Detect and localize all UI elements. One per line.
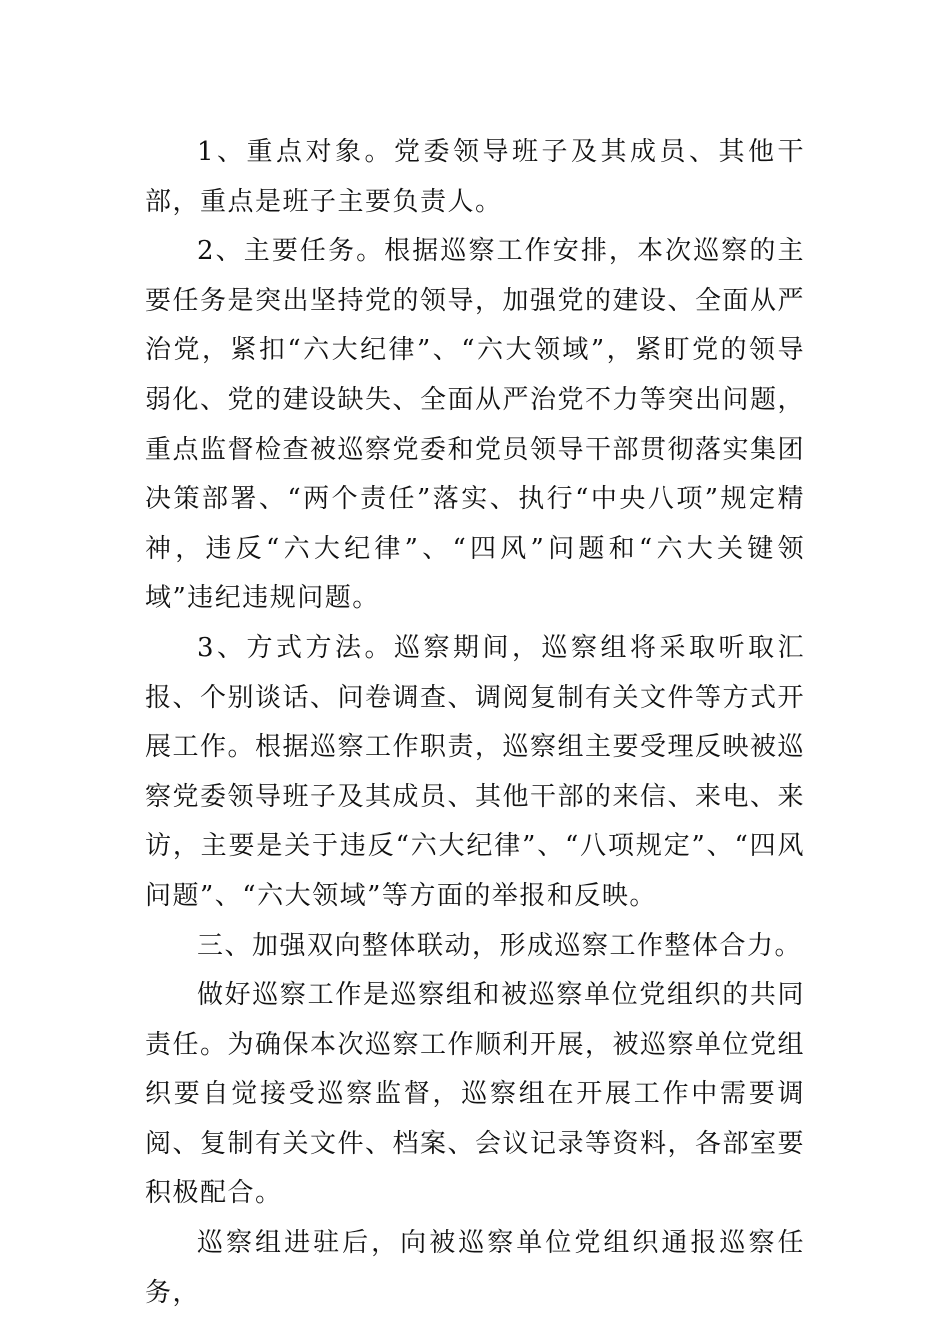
paragraph-key-targets: 1、重点对象。党委领导班子及其成员、其他干部，重点是班子主要负责人。 (145, 137, 805, 217)
section-heading-three: 三、加强双向整体联动，形成巡察工作整体合力。 (197, 930, 803, 961)
paragraph-methods: 3、方式方法。巡察期间，巡察组将采取听取汇报、个别谈话、问卷调查、调阅复制有关文件等方式开展工作。根据巡察工作职责，巡察组主要受理反映被巡察党委领导班子及其成员、其他干部的来信、来电、来访，主要是关于违反“六大纪律”、“八项规定”、“四风问题”、“六大领域”等方面的举报和反映。 (145, 632, 806, 911)
document-body (145, 128, 805, 1318)
paragraph-after-arrival: 巡察组进驻后，向被巡察单位党组织通报巡察任务， (145, 1228, 805, 1308)
paragraph-joint-responsibility: 做好巡察工作是巡察组和被巡察单位党组织的共同责任。为确保本次巡察工作顺利开展，被巡察单位党组织要自觉接受巡察监督，巡察组在开展工作中需要调阅、复制有关文件、档案、会议记录等资料，各部室要积极配合。 (145, 980, 806, 1209)
paragraph-main-tasks: 2、主要任务。根据巡察工作安排，本次巡察的主要任务是突出坚持党的领导，加强党的建设、全面从严治党，紧扣“六大纪律”、“六大领域”，紧盯党的领导弱化、党的建设缺失、全面从严治党不力等突出问题，重点监督检查被巡察党委和党员领导干部贯彻落实集团决策部署、“两个责任”落实、执行“中央八项”规定精神，违反“六大纪律”、“四风”问题和“六大关键领域”违纪违规问题。 (145, 236, 806, 614)
